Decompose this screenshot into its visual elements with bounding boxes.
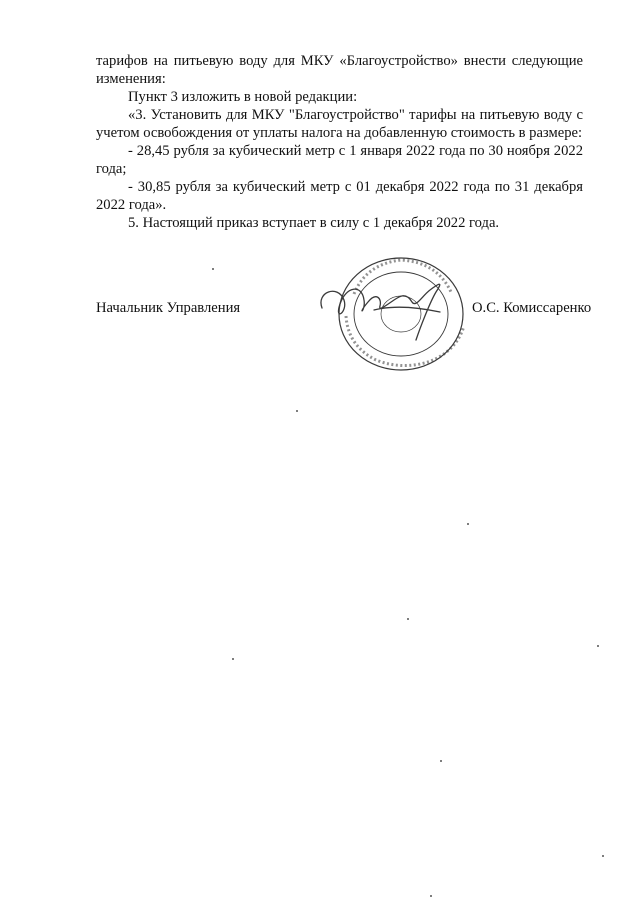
signatory-name: О.С. Комиссаренко [472,300,592,316]
official-seal-with-signature [316,246,476,381]
paragraph-tariff-1: - 28,45 рубля за кубический метр с 1 января 2022 года по 30 ноября 2022 года; [96,143,583,177]
signatory-title: Начальник Управления [96,300,241,316]
handwritten-signature [321,284,440,340]
scan-speck [440,760,442,762]
scan-speck [430,895,432,897]
paragraph-effective-date: 5. Настоящий приказ вступает в силу с 1 декабря 2022 года. [128,215,500,231]
paragraph-point3-text: «3. Установить для МКУ "Благоустройство" тарифы на питьевую воду с учетом освобождения от уплаты налога на добавленную стоимость в размере: [96,107,583,141]
body-text [96,52,583,232]
seal-inner-ring [354,272,448,356]
scan-speck [212,268,214,270]
scan-speck [597,645,599,647]
scan-speck [407,618,409,620]
scan-speck [602,855,604,857]
scan-speck [296,410,298,412]
scan-speck [467,523,469,525]
scan-speck [232,658,234,660]
paragraph-tariff-2: - 30,85 рубля за кубический метр с 01 декабря 2022 года по 31 декабря 2022 года». [96,179,583,213]
paragraph-intro: тарифов на питьевую воду для МКУ «Благоустройство» внести следующие изменения: [96,53,583,87]
paragraph-point3-heading: Пункт 3 изложить в новой редакции: [128,89,358,105]
seal-center-ring [381,296,421,332]
